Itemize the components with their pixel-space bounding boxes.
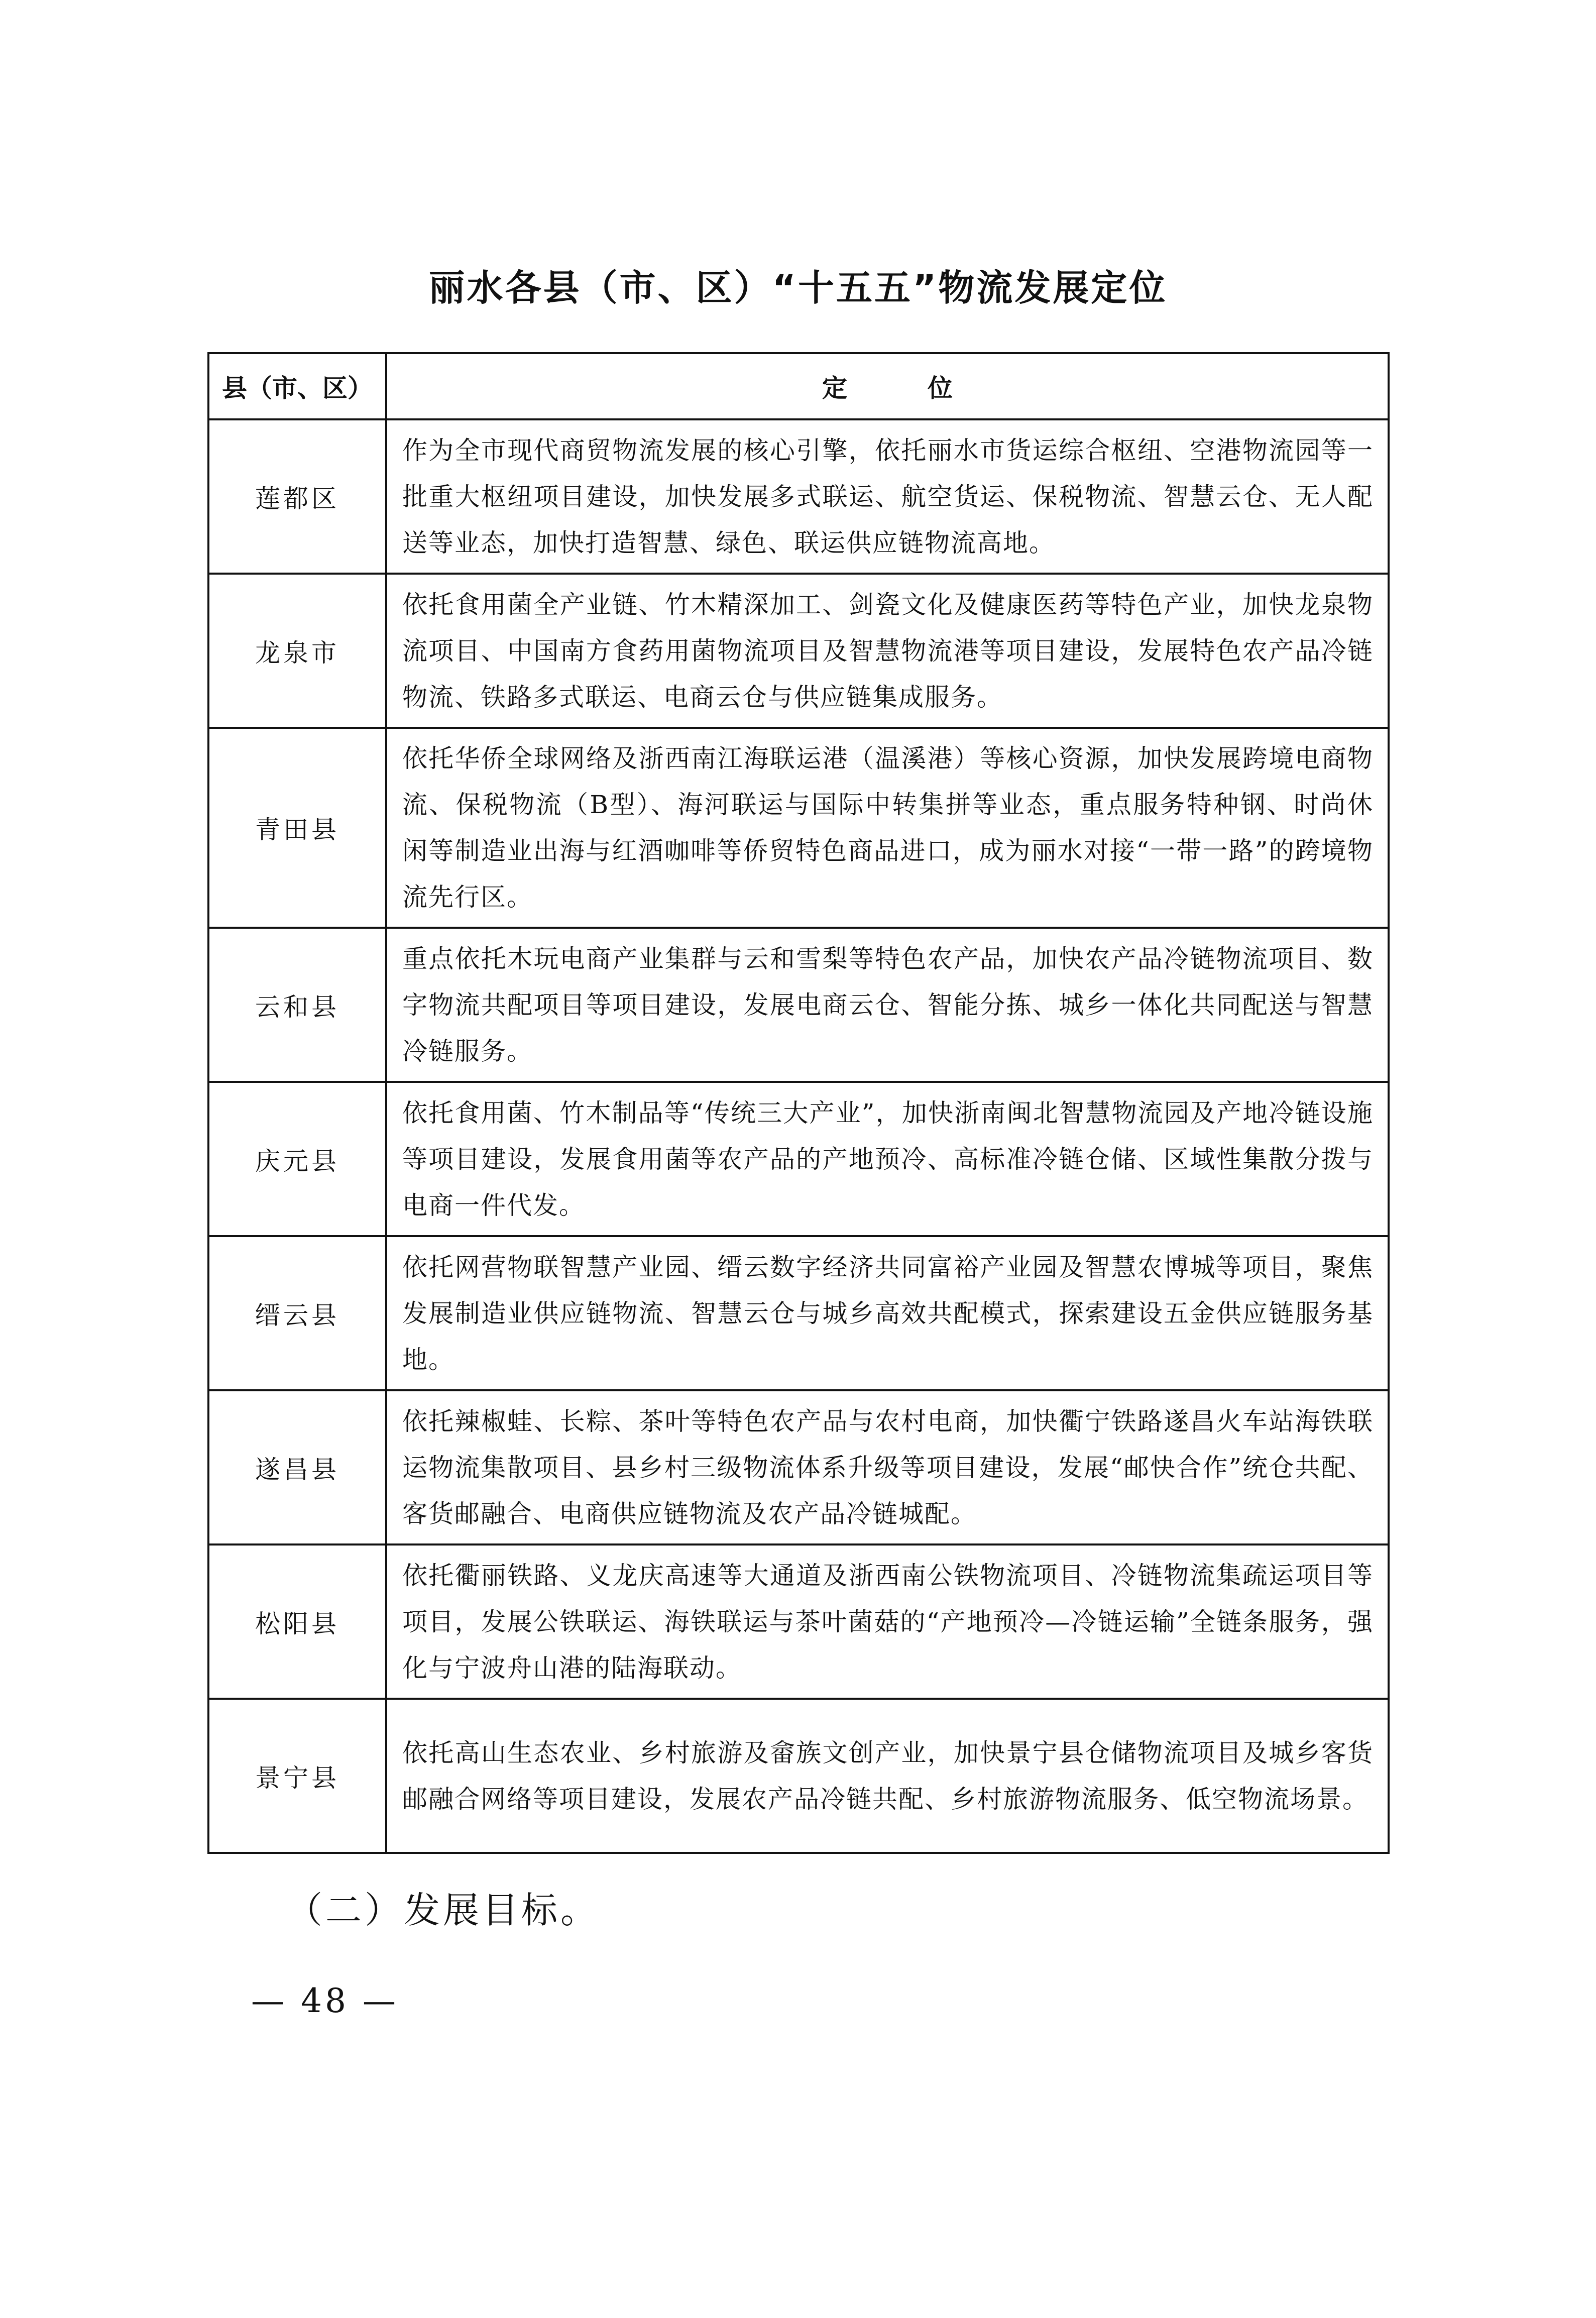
table-row [208, 1236, 1389, 1390]
column-header-positioning: 定位 [386, 353, 1389, 419]
positioning-cell: 依托高山生态农业、乡村旅游及畲族文创产业，加快景宁县仓储物流项目及城乡客货邮融合网络等项目建设，发展农产品冷链共配、乡村旅游物流服务、低空物流场景。 [386, 1699, 1389, 1853]
table-row [208, 1544, 1389, 1699]
table-row [208, 419, 1389, 574]
county-cell: 庆元县 [208, 1082, 386, 1236]
county-cell: 龙泉市 [208, 574, 386, 728]
table-row [208, 728, 1389, 928]
section-heading: （二）发展目标。 [286, 1889, 600, 1931]
county-cell: 遂昌县 [208, 1390, 386, 1544]
table-row [208, 574, 1389, 728]
positioning-cell: 依托华侨全球网络及浙西南江海联运港（温溪港）等核心资源，加快发展跨境电商物流、保税物流（B型）、海河联运与国际中转集拼等业态，重点服务特种钢、时尚休闲等制造业出海与红酒咖啡等侨贸特色商品进口，成为丽水对接“一带一路”的跨境物流先行区。 [386, 728, 1389, 928]
positioning-cell: 依托辣椒蛙、长粽、茶叶等特色农产品与农村电商，加快衢宁铁路遂昌火车站海铁联运物流集散项目、县乡村三级物流体系升级等项目建设，发展“邮快合作”统仓共配、客货邮融合、电商供应链物流及农产品冷链城配。 [386, 1390, 1389, 1544]
table-row [208, 1390, 1389, 1544]
table-row [208, 1699, 1389, 1853]
page-number: — 48 — [251, 1981, 399, 2020]
county-cell: 云和县 [208, 928, 386, 1082]
positioning-table [207, 352, 1390, 1854]
positioning-cell: 作为全市现代商贸物流发展的核心引擎，依托丽水市货运综合枢纽、空港物流园等一批重大枢纽项目建设，加快发展多式联运、航空货运、保税物流、智慧云仓、无人配送等业态，加快打造智慧、绿色、联运供应链物流高地。 [386, 419, 1389, 574]
county-cell: 松阳县 [208, 1544, 386, 1699]
county-cell: 青田县 [208, 728, 386, 928]
table-header-row [208, 353, 1389, 419]
positioning-cell: 依托衢丽铁路、义龙庆高速等大通道及浙西南公铁物流项目、冷链物流集疏运项目等项目，发展公铁联运、海铁联运与茶叶菌菇的“产地预冷—冷链运输”全链条服务，强化与宁波舟山港的陆海联动。 [386, 1544, 1389, 1699]
positioning-cell: 重点依托木玩电商产业集群与云和雪梨等特色农产品，加快农产品冷链物流项目、数字物流共配项目等项目建设，发展电商云仓、智能分拣、城乡一体化共同配送与智慧冷链服务。 [386, 928, 1389, 1082]
table-row [208, 1082, 1389, 1236]
positioning-cell: 依托网营物联智慧产业园、缙云数字经济共同富裕产业园及智慧农博城等项目，聚焦发展制造业供应链物流、智慧云仓与城乡高效共配模式，探索建设五金供应链服务基地。 [386, 1236, 1389, 1390]
county-cell: 景宁县 [208, 1699, 386, 1853]
county-cell: 莲都区 [208, 419, 386, 574]
page-title: 丽水各县（市、区）“十五五”物流发展定位 [428, 267, 1168, 309]
table-row [208, 928, 1389, 1082]
positioning-cell: 依托食用菌、竹木制品等“传统三大产业”，加快浙南闽北智慧物流园及产地冷链设施等项目建设，发展食用菌等农产品的产地预冷、高标准冷链仓储、区域性集散分拨与电商一件代发。 [386, 1082, 1389, 1236]
county-cell: 缙云县 [208, 1236, 386, 1390]
column-header-county: 县（市、区） [208, 353, 386, 419]
positioning-cell: 依托食用菌全产业链、竹木精深加工、剑瓷文化及健康医药等特色产业，加快龙泉物流项目、中国南方食药用菌物流项目及智慧物流港等项目建设，发展特色农产品冷链物流、铁路多式联运、电商云仓与供应链集成服务。 [386, 574, 1389, 728]
